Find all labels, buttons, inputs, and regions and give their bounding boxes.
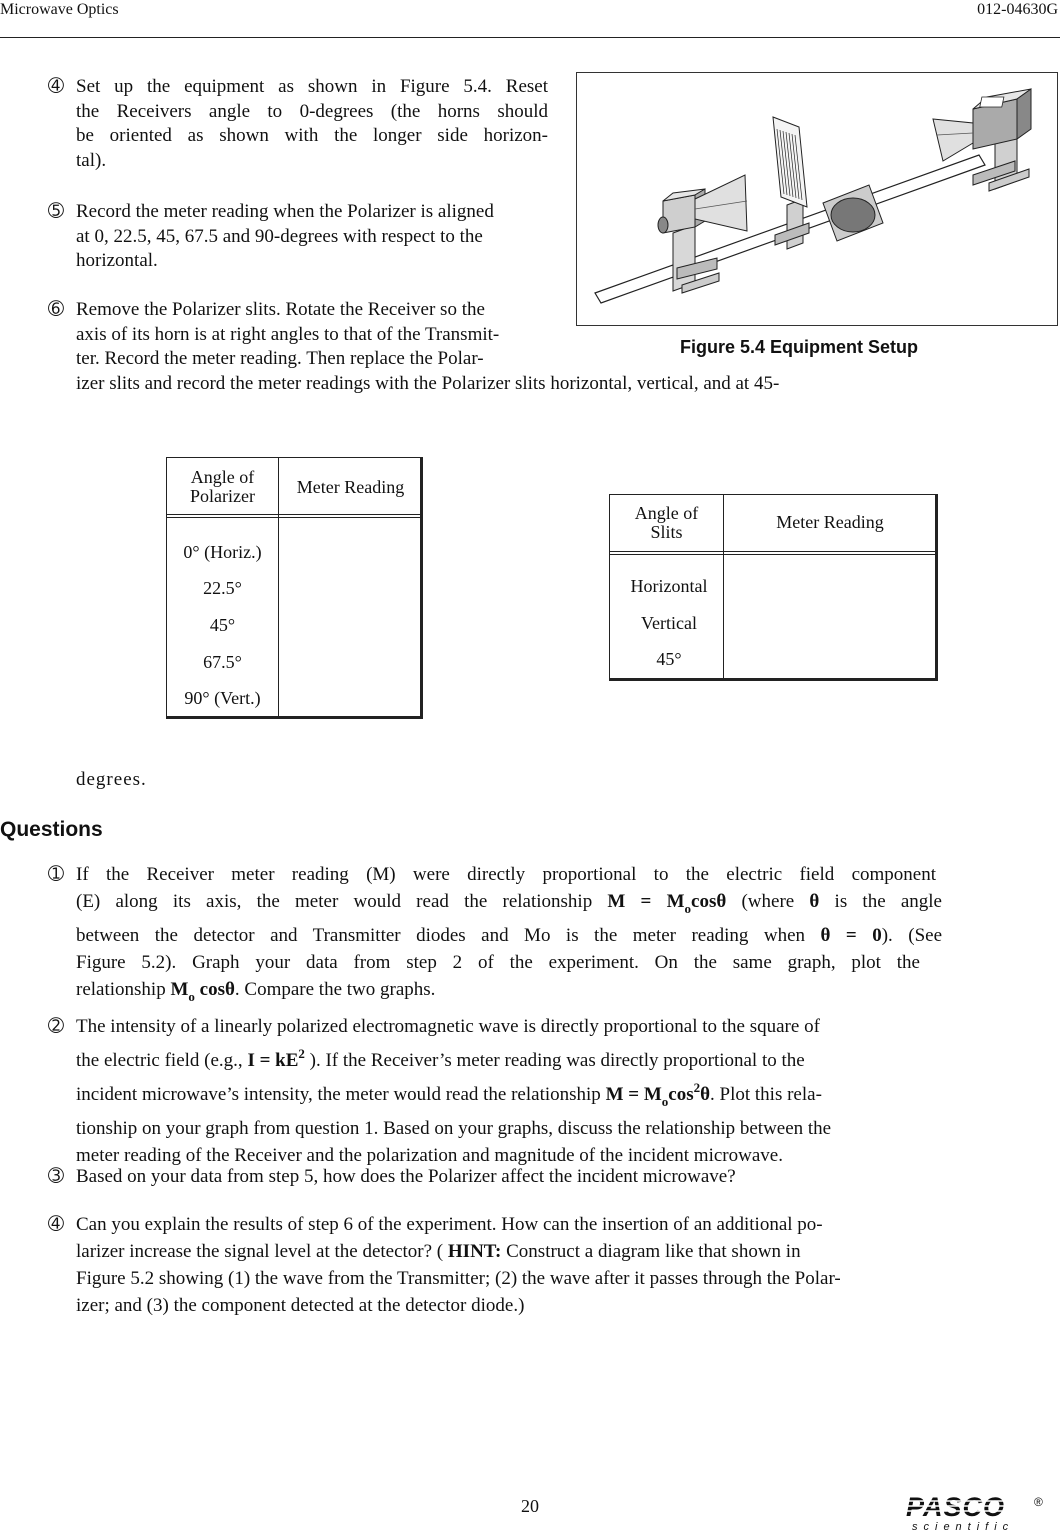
text-run: larizer increase the signal level at the detector? ( [76,1241,448,1262]
logo-subtext: scientific [912,1521,1015,1532]
table-row: 45° [656,649,682,669]
text-run: (where [726,891,810,912]
theta-symbol: θ [809,891,820,912]
question-number: ➃ [48,1214,64,1235]
figure-caption: Figure 5.4 Equipment Setup [680,337,919,357]
eq-superscript: 2 [298,1046,305,1061]
question-line: izer; and (3) the component detected at the detector diode.) [76,1295,525,1316]
question-line: Based on your data from step 5, how does the Polarizer affect the incident microwave? [76,1166,736,1187]
question-line: If the Receiver meter reading (M) were directly proportional to the electric field component [76,864,936,885]
equation [605,1080,711,1109]
text-run: Construct a diagram like that shown in [501,1241,801,1262]
question-line [76,1238,958,1265]
equation [247,1046,305,1071]
step-line: horizontal. [76,250,158,271]
text-run: relationship [76,979,171,1000]
eq-part: M [170,979,189,1000]
table-row: 22.5° [203,578,242,598]
question-line [76,976,958,1010]
step-line: izer slits and record the meter readings with the Polarizer slits horizontal, vertical, and at 45- [76,372,780,394]
step-number: ➃ [48,76,64,97]
question-line [76,1040,958,1074]
question-line: Can you explain the results of step 6 of the experiment. How can the insertion of an additional po- [76,1214,823,1235]
text-run: the electric field (e.g., [76,1050,248,1071]
eq-part: cos [668,1084,694,1105]
header-line: Angle of [634,503,699,523]
table-row: Vertical [641,613,697,633]
step-line: Remove the Polarizer slits. Rotate the Receiver so the [76,299,485,320]
step-line: Record the meter reading when the Polarizer is aligned [76,201,494,222]
table-header-rule [610,551,935,555]
text-run: . Compare the two graphs. [234,979,436,1000]
equation: θ = 0 [820,925,882,946]
question-line [76,888,942,922]
header-line: Polarizer [190,486,255,506]
equipment-setup-illustration [577,73,1057,325]
eq-subscript: o [188,989,195,1004]
equation [170,979,235,1004]
table-header-angle [167,468,278,506]
eq-superscript: 2 [693,1080,701,1095]
table-row: 0° (Horiz.) [183,542,262,562]
slit-angle-table [609,494,938,681]
step-line: at 0, 22.5, 45, 67.5 and 90-degrees with respect to the [76,225,483,247]
question-line: The intensity of a linearly polarized electromagnetic wave is directly proportional to the square of [76,1016,820,1037]
eq-part: cosθ [194,979,235,1000]
question-number: ➀ [48,864,64,885]
question-line: meter reading of the Receiver and the polarization and magnitude of the incident microwave. [76,1145,783,1166]
step-number: ➅ [48,299,64,320]
question-line: Figure 5.2). Graph your data from step 2 of the experiment. On the same graph, plot the [76,952,920,973]
header-right: 012-04630G [977,1,1058,18]
question-number: ➁ [48,1016,64,1037]
step-line: tal). [76,149,107,171]
equation [607,891,727,916]
logo-wordmark: PASCO [906,1492,1006,1522]
equipment-setup-figure [576,72,1058,326]
text-run: is the angle [819,891,942,912]
header-rule [0,37,1060,38]
question-line: tionship on your graph from question 1. Based on your graphs, discuss the relationship between the [76,1118,832,1139]
header-left: Microwave Optics [0,1,119,18]
step-line: the Receivers angle to 0-degrees (the horns should [76,100,548,122]
question-line: Figure 5.2 showing (1) the wave from the Transmitter; (2) the wave after it passes through the Polar- [76,1268,841,1289]
text-run: (E) along its axis, the meter would read the relationship [76,891,608,912]
step-line: Set up the equipment as shown in Figure 5.4. Reset [76,76,548,97]
pasco-logo [902,1492,1052,1532]
table-row: Horizontal [630,576,708,596]
text-run: between the detector and Transmitter diodes and Mo is the meter reading when [76,925,821,946]
eq-part: M = M [607,891,685,912]
table-row: 67.5° [203,652,242,672]
step-line: be oriented as shown with the longer side horizon- [76,125,548,146]
text-run: . Plot this rela- [710,1084,822,1105]
eq-part: I = kE [247,1050,299,1071]
eq-subscript: o [661,1094,669,1109]
table-header-rule [167,514,420,518]
registered-mark: ® [1034,1495,1043,1509]
table-header-angle [610,504,723,542]
polarizer-angle-table [166,457,423,719]
step-line: axis of its horn is at right angles to that of the Transmit- [76,323,500,345]
question-line [76,1074,958,1115]
table-row: 90° (Vert.) [184,688,261,708]
eq-part: θ [700,1084,711,1105]
page-number: 20 [521,1496,539,1516]
eq-part: M = M [605,1084,662,1105]
text-run: ). If the Receiver’s meter reading was directly proportional to the [304,1050,805,1071]
header-line: Angle of [190,467,255,487]
text-run: incident microwave’s intensity, the meter would read the relationship [76,1084,606,1105]
eq-part: cosθ [691,891,727,912]
step-line: ter. Record the meter reading. Then replace the Polar- [76,348,484,369]
table-header-meter: Meter Reading [776,512,884,532]
step-number: ➄ [48,201,64,222]
questions-heading: Questions [0,818,103,841]
header-line: Slits [650,522,683,542]
hint-label: HINT: [447,1241,502,1262]
question-line [76,922,942,949]
text-run: ). (See [881,925,943,946]
table-header-meter: Meter Reading [296,477,405,497]
table-row: 45° [209,615,236,635]
step-6-continuation: degrees. [76,769,147,790]
eq-subscript: o [684,901,692,916]
question-number: ➂ [48,1166,64,1187]
pasco-logo-graphic [902,1492,1052,1532]
